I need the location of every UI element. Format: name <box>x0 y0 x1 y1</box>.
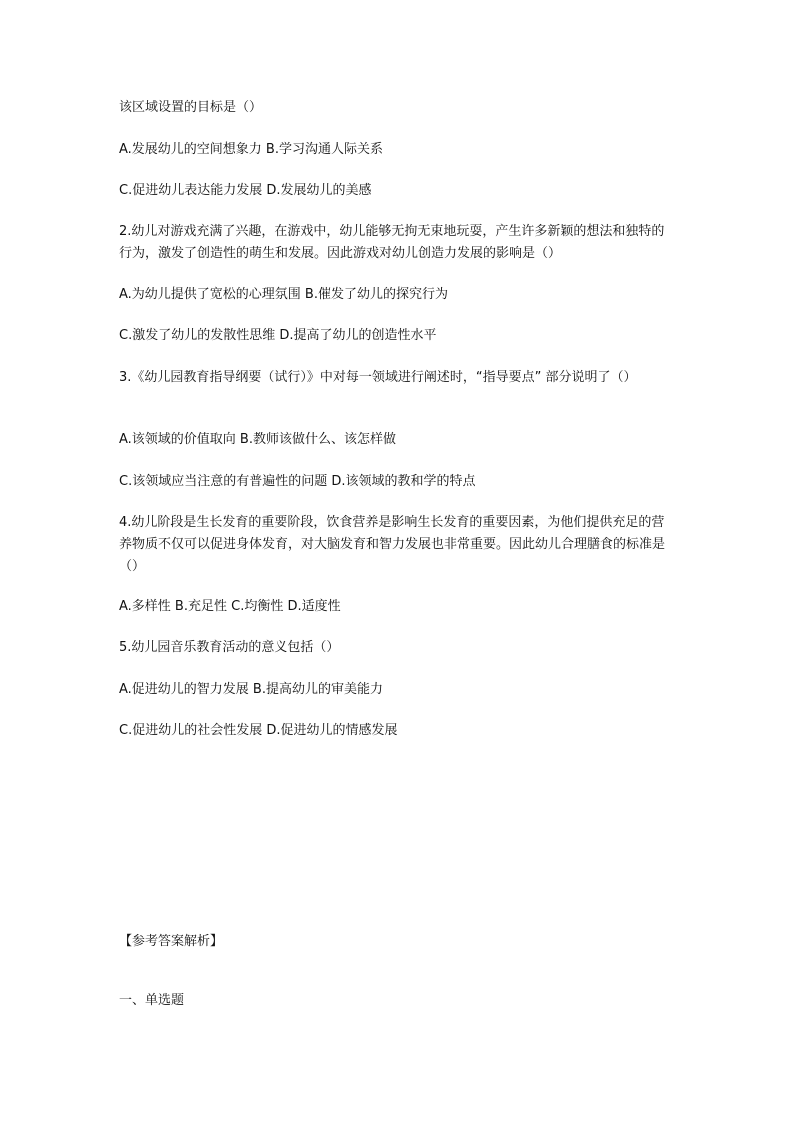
q4-stem: 4.幼儿阶段是生长发育的重要阶段，饮食营养是影响生长发育的重要因素，为他们提供充足的营养物质不仅可以促进身体发育，对大脑发育和智力发展也非常重要。因此幼儿合理膳食的标准是（） <box>119 515 666 574</box>
q5-stem: 5.幼儿园音乐教育活动的意义包括（） <box>119 640 340 655</box>
answer-heading: 【参考答案解析】 <box>119 934 224 949</box>
q4-options: A.多样性 B.充足性 C.均衡性 D.适度性 <box>119 599 341 614</box>
q3-stem: 3.《幼儿园教育指导纲要（试行）》中对每一领域进行阐述时，“指导要点” 部分说明了（） <box>119 370 637 385</box>
intro-question: 该区域设置的目标是（） <box>119 100 263 115</box>
q3-options-cd: C.该领域应当注意的有普遍性的问题 D.该领域的教和学的特点 <box>119 474 476 489</box>
section-heading: 一、单选题 <box>119 993 185 1008</box>
q2-stem: 2.幼儿对游戏充满了兴趣，在游戏中，幼儿能够无拘无束地玩耍，产生许多新颖的想法和独特的行为，激发了创造性的萌生和发展。因此游戏对幼儿创造力发展的影响是（） <box>119 224 665 261</box>
q1-options-ab: A.发展幼儿的空间想象力 B.学习沟通人际关系 <box>119 142 383 157</box>
q2-options-ab: A.为幼儿提供了宽松的心理氛围 B.催发了幼儿的探究行为 <box>119 287 448 302</box>
q2-options-cd: C.激发了幼儿的发散性思维 D.提高了幼儿的创造性水平 <box>119 328 437 343</box>
q5-options-cd: C.促进幼儿的社会性发展 D.促进幼儿的情感发展 <box>119 723 398 738</box>
q5-options-ab: A.促进幼儿的智力发展 B.提高幼儿的审美能力 <box>119 682 383 697</box>
q3-options-ab: A.该领域的价值取向 B.教师该做什么、该怎样做 <box>119 432 396 447</box>
q1-options-cd: C.促进幼儿表达能力发展 D.发展幼儿的美感 <box>119 183 372 198</box>
